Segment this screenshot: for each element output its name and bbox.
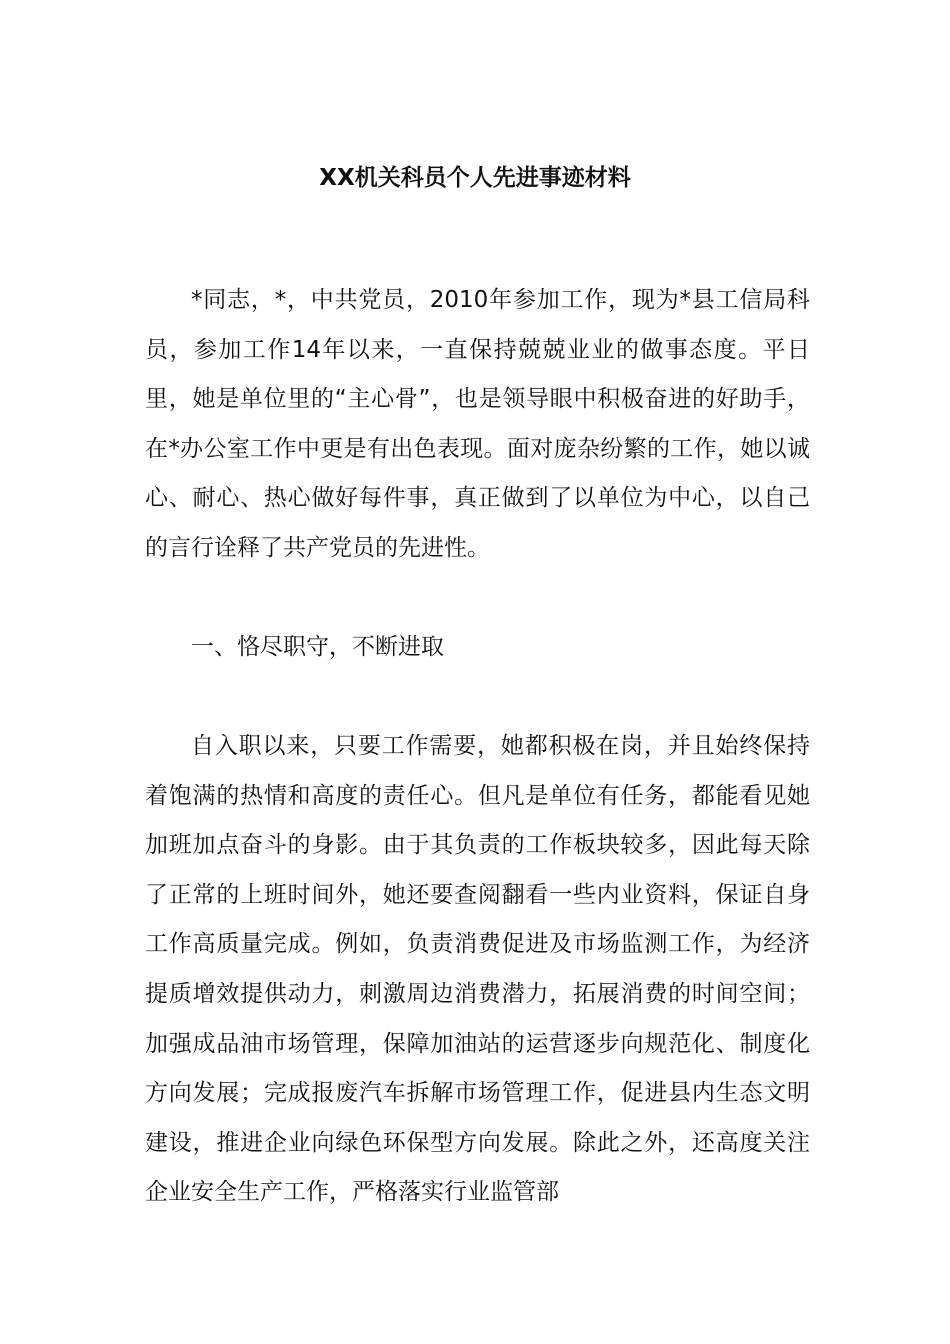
- section-heading: 一、恪尽职守，不断进取: [191, 634, 444, 660]
- intro-paragraph: *同志，*，中共党员，2010年参加工作，现为*县工信局科员，参加工作14年以来，一直保持兢兢业业的做事态度。平日里，她是单位里的“主心骨”，也是领导眼中积极奋进的好助手，在*办公室工作中更是有出色表现。面对庞杂纷繁的工作，她以诚心、耐心、热心做好每件事，真正做到了以单位为中心，以自己的言行诠释了共产党员的先进性。: [145, 287, 810, 561]
- section-paragraph: 自入职以来，只要工作需要，她都积极在岗，并且始终保持着饱满的热情和高度的责任心。但凡是单位有任务，都能看见她加班加点奋斗的身影。由于其负责的工作板块较多，因此每天除了正常的上班时间外，她还要查阅翻看一些内业资料，保证自身工作高质量完成。例如，负责消费促进及市场监测工作，为经济提质增效提供动力，刺激周边消费潜力，拓展消费的时间空间；加强成品油市场管理，保障加油站的运营逐步向规范化、制度化方向发展；完成报废汽车拆解市场管理工作，促进县内生态文明建设，推进企业向绿色环保型方向发展。除此之外，还高度关注企业安全生产工作，严格落实行业监管部: [145, 733, 810, 1206]
- document-title: XX机关科员个人先进事迹材料: [319, 165, 631, 191]
